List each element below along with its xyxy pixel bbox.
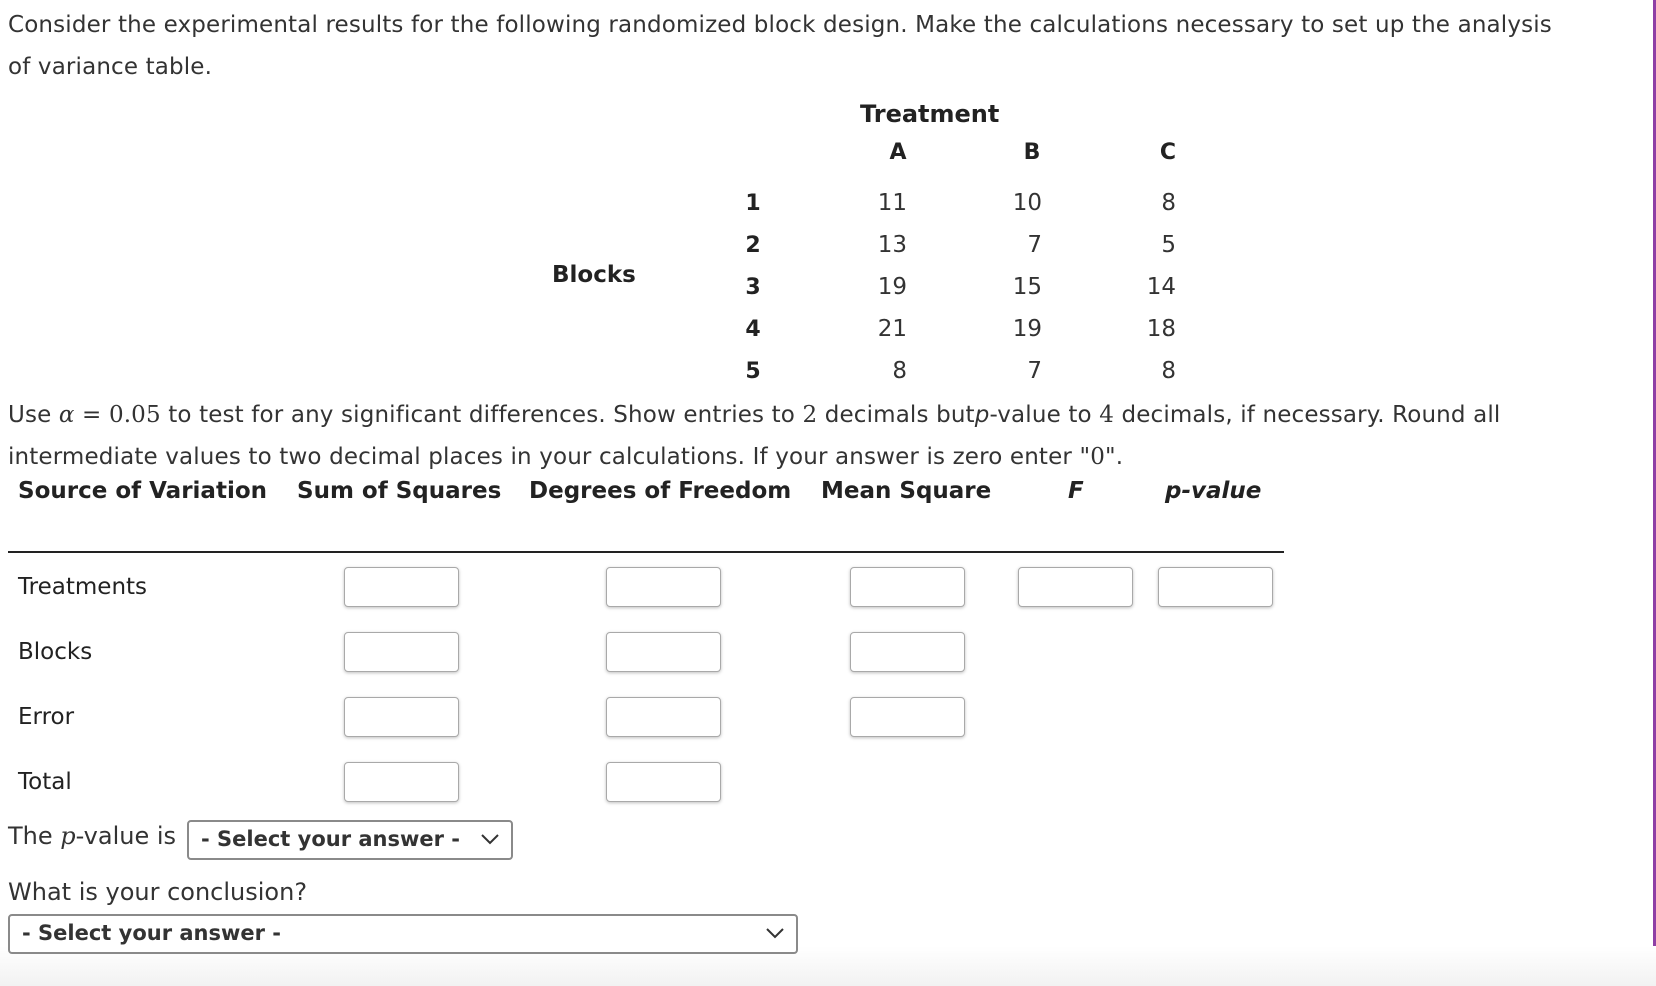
- chevron-down-icon: [764, 916, 786, 950]
- instr-two: 2: [802, 402, 818, 428]
- total-degrees-of-freedom-input[interactable]: [606, 762, 721, 802]
- header-mean-square: Mean Square: [821, 478, 992, 504]
- data-cell: 8: [1161, 190, 1176, 216]
- total-sum-of-squares-input[interactable]: [344, 762, 459, 802]
- error-sum-of-squares-input[interactable]: [344, 697, 459, 737]
- instr-part4: decimals, if necessary. Round all: [1121, 402, 1501, 428]
- column-header-a: A: [889, 140, 907, 165]
- chevron-down-icon: [479, 822, 501, 856]
- blocks-sum-of-squares-input[interactable]: [344, 632, 459, 672]
- alpha-symbol: α: [58, 402, 75, 428]
- column-header-b: B: [1023, 140, 1041, 165]
- block-label-3: 3: [745, 275, 761, 300]
- instr-part3: -value to: [989, 402, 1092, 428]
- pvalue-select-value: - Select your answer -: [201, 827, 461, 851]
- conclusion-select[interactable]: [8, 914, 798, 954]
- header-sum-of-squares: Sum of Squares: [297, 478, 502, 504]
- instr-part2: decimals but: [824, 402, 975, 428]
- treatment-title: Treatment: [860, 100, 1000, 128]
- error-mean-square-input[interactable]: [850, 697, 965, 737]
- treatments-mean-square-input[interactable]: [850, 567, 965, 607]
- data-cell: 8: [1161, 358, 1176, 384]
- blocks-degrees-of-freedom-input[interactable]: [606, 632, 721, 672]
- row-label-blocks: Blocks: [18, 639, 93, 665]
- conclusion-question: What is your conclusion?: [8, 878, 308, 906]
- data-cell: 13: [877, 232, 907, 258]
- treatments-p-value-input[interactable]: [1158, 567, 1273, 607]
- equals-sign: =: [82, 402, 102, 428]
- row-label-error: Error: [18, 704, 75, 730]
- error-degrees-of-freedom-input[interactable]: [606, 697, 721, 737]
- blocks-mean-square-input[interactable]: [850, 632, 965, 672]
- conclusion-select-value: - Select your answer -: [22, 921, 282, 945]
- data-cell: 5: [1161, 232, 1176, 258]
- instr-line2b: ".: [1104, 444, 1124, 470]
- data-cell: 18: [1146, 316, 1176, 342]
- intro-text: Consider the experimental results for the following randomized block design. Make the calculations necessary to set up the analysis of variance table.: [8, 12, 1552, 80]
- instr-p: p: [974, 402, 990, 428]
- row-label-treatments: Treatments: [18, 574, 148, 600]
- data-cell: 21: [877, 316, 907, 342]
- pvalue-p: p: [60, 822, 76, 850]
- data-cell: 15: [1012, 274, 1042, 300]
- block-label-1: 1: [745, 191, 761, 216]
- data-cell: 10: [1012, 190, 1042, 216]
- data-cell: 7: [1027, 358, 1042, 384]
- data-cell: 14: [1146, 274, 1176, 300]
- block-label-2: 2: [745, 233, 761, 258]
- block-label-4: 4: [745, 317, 761, 342]
- blocks-label: Blocks: [552, 262, 636, 288]
- instructions-text: [8, 394, 1608, 478]
- treatments-sum-of-squares-input[interactable]: [344, 567, 459, 607]
- instr-four: 4: [1099, 402, 1114, 428]
- column-header-c: C: [1159, 140, 1177, 165]
- instr-part1: to test for any significant differences. Show entries to: [168, 402, 796, 428]
- pvalue-select[interactable]: [187, 820, 513, 860]
- header-f: F: [1068, 478, 1084, 504]
- data-cell: 11: [877, 190, 907, 216]
- header-rule: [8, 551, 1284, 553]
- instr-line2a: intermediate values to two decimal places in your calculations. If your answer is zero enter ": [8, 444, 1091, 470]
- data-cell: 19: [1012, 316, 1042, 342]
- treatments-degrees-of-freedom-input[interactable]: [606, 567, 721, 607]
- data-cell: 19: [877, 274, 907, 300]
- row-label-total: Total: [18, 769, 72, 795]
- data-cell: 8: [892, 358, 907, 384]
- treatments-f-input[interactable]: [1018, 567, 1133, 607]
- header-p-value: p-value: [1165, 478, 1262, 504]
- pvalue-prefix: The: [8, 822, 53, 850]
- pvalue-question: [8, 822, 176, 850]
- header-degrees-of-freedom: Degrees of Freedom: [529, 478, 792, 504]
- alpha-value: 0.05: [108, 402, 161, 428]
- block-label-5: 5: [745, 359, 761, 384]
- pvalue-suffix: -value is: [75, 822, 177, 850]
- data-cell: 7: [1027, 232, 1042, 258]
- header-source: Source of Variation: [18, 478, 268, 504]
- instr-zero: 0: [1090, 444, 1105, 470]
- instr-use: Use: [8, 402, 52, 428]
